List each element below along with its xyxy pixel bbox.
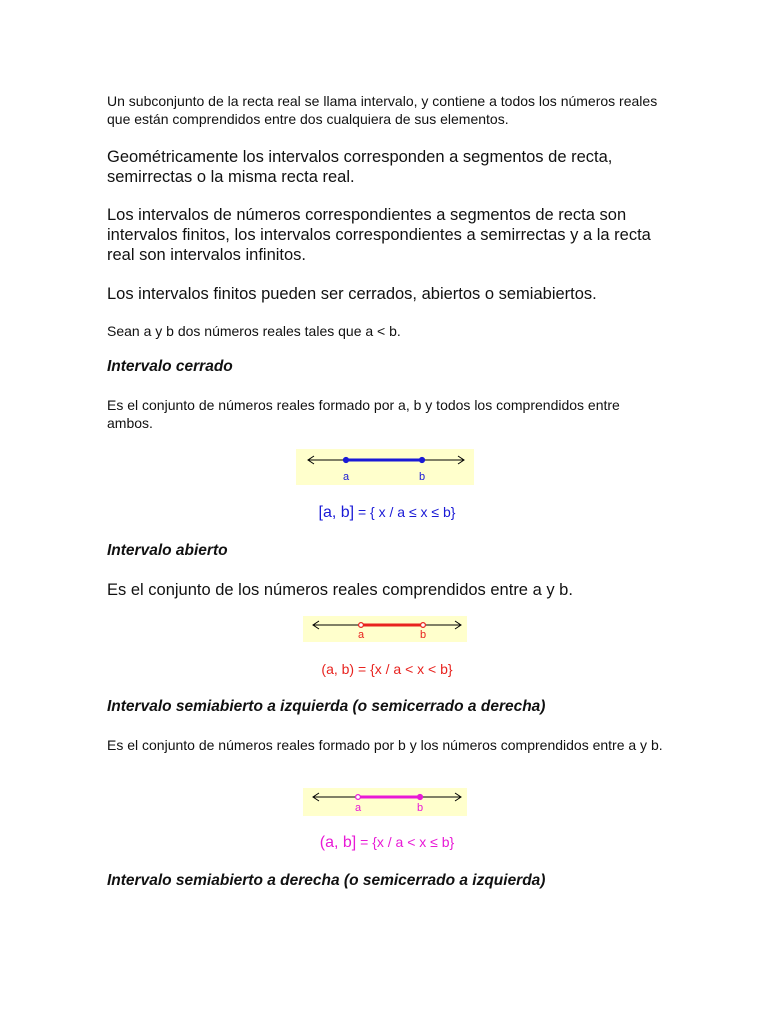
formula-notation: (a, b] <box>319 834 357 851</box>
figure-background <box>296 449 474 485</box>
formula-notation: [a, b] <box>318 504 355 521</box>
closed-endpoint-a <box>343 457 348 462</box>
label-a: a <box>342 471 350 483</box>
left-half-open-diagram <box>303 788 467 816</box>
finite-types-paragraph: Los intervalos finitos pueden ser cerrados, abiertos o semiabiertos. <box>107 285 597 303</box>
assumption-paragraph: Sean a y b dos números reales tales que a < b. <box>107 323 401 339</box>
open-endpoint-a <box>359 623 364 628</box>
closed-interval-text: Es el conjunto de números reales formado por a, b y todos los comprendidos entre ambos. <box>107 397 620 431</box>
label-a: a <box>354 802 362 814</box>
formula-set: = {x / a < x < b} <box>354 661 453 677</box>
open-interval-diagram <box>303 616 467 642</box>
label-b: b <box>416 802 424 814</box>
figure-background <box>303 788 467 816</box>
left-half-open-formula <box>107 834 667 852</box>
closed-endpoint-b <box>419 457 424 462</box>
label-b: b <box>419 629 427 641</box>
left-half-open-heading: Intervalo semiabierto a izquierda (o semicerrado a derecha) <box>107 698 546 715</box>
label-b: b <box>418 471 426 483</box>
left-half-open-text: Es el conjunto de números reales formado por b y los números comprendidos entre a y b. <box>107 737 663 753</box>
open-interval-heading: Intervalo abierto <box>107 542 228 559</box>
intro-paragraph: Un subconjunto de la recta real se llama intervalo, y contiene a todos los números reales que están comprendidos entre dos cualquiera de sus elementos. <box>107 93 658 127</box>
open-interval-formula <box>107 661 667 677</box>
open-interval-text: Es el conjunto de los números reales comprendidos entre a y b. <box>107 581 573 599</box>
figure-background <box>303 616 467 642</box>
closed-interval-formula <box>107 504 667 522</box>
closed-interval-heading: Intervalo cerrado <box>107 358 233 375</box>
label-a: a <box>357 629 365 641</box>
formula-set: = { x / a ≤ x ≤ b} <box>354 504 456 520</box>
formula-set: = {x / a < x ≤ b} <box>356 834 455 850</box>
closed-interval-diagram <box>296 449 474 485</box>
formula-notation: (a, b) <box>321 661 355 677</box>
finite-infinite-paragraph: Los intervalos de números correspondientes a segmentos de recta son intervalos finitos, los intervalos correspondientes a semirrectas y a la recta real son intervalos infinitos. <box>107 206 651 264</box>
closed-endpoint-b <box>417 794 422 799</box>
right-half-open-heading: Intervalo semiabierto a derecha (o semicerrado a izquierda) <box>107 872 546 889</box>
geometric-paragraph: Geométricamente los intervalos corresponden a segmentos de recta, semirrectas o la misma recta real. <box>107 148 613 186</box>
open-endpoint-b <box>421 623 426 628</box>
open-endpoint-a <box>356 795 361 800</box>
